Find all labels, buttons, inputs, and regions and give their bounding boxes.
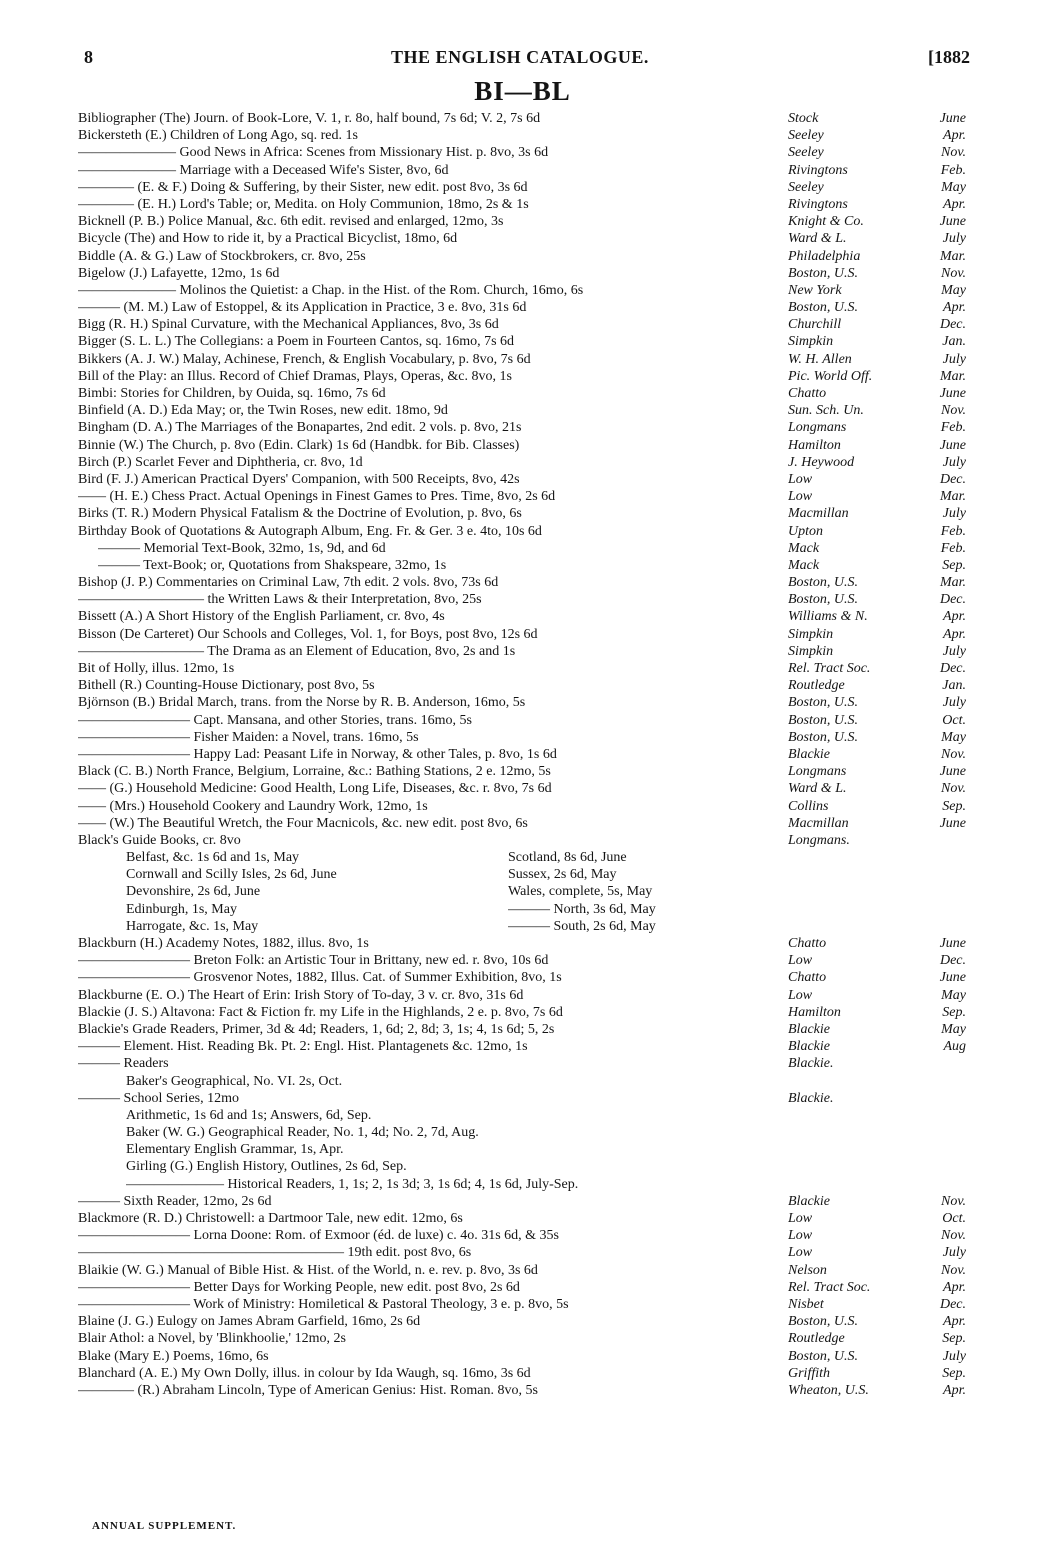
entry-title: Bibliographer (The) Journ. of Book-Lore, V. 1, r. 8o, half bound, 7s 6d; V. 2, 7s 6d [78, 111, 541, 126]
entry-publisher: Low [788, 953, 813, 969]
entry-month: Mar. [939, 248, 966, 264]
entry-title: Blackmore (R. D.) Christowell: a Dartmoor Tale, new edit. 12mo, 6s [78, 1211, 463, 1226]
entry-title: ———————— Fisher Maiden: a Novel, trans. 16mo, 5s [78, 729, 419, 745]
catalogue-entry [78, 144, 966, 161]
catalogue-entry [78, 351, 966, 368]
entry-title: Blair Athol: a Novel, by 'Blinkhoolie,' 12mo, 2s [78, 1331, 346, 1347]
catalogue-entry [78, 626, 966, 643]
entry-month: Dec. [939, 1296, 966, 1312]
sub-entry-left: Edinburgh, 1s, May [126, 901, 237, 917]
entry-month: Oct. [942, 712, 966, 728]
entry-publisher: Macmillan [788, 815, 849, 831]
entry-month: Sep. [942, 1331, 966, 1347]
entry-month: Dec. [939, 592, 966, 608]
catalogue-entry [78, 677, 966, 694]
entry-title: Bimbi: Stories for Children, by Ouida, sq. 16mo, 7s 6d [78, 386, 386, 401]
entry-list [78, 110, 966, 1399]
entry-publisher: Collins [788, 798, 829, 814]
entry-title: Biddle (A. & G.) Law of Stockbrokers, cr. 8vo, 25s [78, 248, 366, 264]
entry-title: Binfield (A. D.) Eda May; or, the Twin Roses, new edit. 18mo, 9d [78, 403, 448, 419]
entry-month: Sep. [942, 798, 966, 814]
page-number: 8 [84, 47, 93, 67]
entry-month: May [941, 1021, 966, 1037]
entry-publisher: Upton [788, 523, 823, 539]
entry-title: Bicknell (P. B.) Police Manual, &c. 6th edit. revised and enlarged, 12mo, 3s [78, 214, 504, 230]
entry-publisher: Seeley [788, 128, 824, 144]
entry-month: June [939, 386, 966, 401]
entry-publisher: Williams & N. [788, 609, 868, 625]
entry-title: Bisson (De Carteret) Our Schools and Colleges, Vol. 1, for Boys, post 8vo, 12s 6d [78, 626, 538, 642]
entry-title: Birthday Book of Quotations & Autograph Album, Eng. Fr. & Ger. 3 e. 4to, 10s 6d [78, 523, 542, 539]
entry-month: June [939, 214, 966, 230]
sub-entry-left: Elementary English Grammar, 1s, Apr. [126, 1142, 344, 1158]
sub-entry-right: Wales, complete, 5s, May [508, 884, 653, 900]
catalogue-entry [78, 1227, 966, 1244]
entry-month: July [942, 351, 966, 367]
entry-month: Apr. [943, 128, 966, 144]
catalogue-entry [78, 901, 966, 918]
section-heading: BI—BL [474, 76, 571, 106]
entry-publisher: Macmillan [788, 506, 849, 522]
catalogue-entry [78, 316, 966, 333]
entry-title: ———————— Lorna Doone: Rom. of Exmoor (éd. de luxe) c. 4o. 31s 6d, & 35s [78, 1228, 559, 1244]
entry-publisher: Boston, U.S. [788, 695, 858, 711]
catalogue-entry [78, 299, 966, 316]
entry-publisher: Ward & L. [788, 781, 847, 797]
entry-publisher: Blackie. [788, 1056, 834, 1072]
entry-month: June [939, 815, 966, 831]
catalogue-entry [78, 1107, 966, 1124]
entry-month: Apr. [943, 609, 966, 625]
entry-month: June [939, 437, 966, 453]
sub-entry-left: ——————— Historical Readers, 1, 1s; 2, 1s 3d; 3, 1s 6d; 4, 1s 6d, July-Sep. [126, 1176, 579, 1192]
entry-month: July [942, 643, 966, 659]
entry-publisher: Mack [788, 540, 820, 556]
entry-title: ——— Element. Hist. Reading Bk. Pt. 2: Engl. Hist. Plantagenets &c. 12mo, 1s [78, 1039, 528, 1055]
entry-publisher: Boston, U.S. [788, 712, 858, 728]
entry-title: ——— Text-Book; or, Quotations from Shakspeare, 32mo, 1s [98, 557, 447, 573]
entry-publisher: Boston, U.S. [788, 300, 858, 316]
catalogue-entry [78, 196, 966, 213]
entry-publisher: Blackie [788, 746, 830, 762]
entry-title: Birks (T. R.) Modern Physical Fatalism & the Doctrine of Evolution, p. 8vo, 6s [78, 506, 522, 522]
entry-title: ———————— Work of Ministry: Homiletical & Pastoral Theology, 3 e. p. 8vo, 5s [78, 1296, 569, 1312]
entry-title: ——— (M. M.) Law of Estoppel, & its Application in Practice, 3 e. 8vo, 31s 6d [78, 300, 527, 316]
entry-title: Blackburn (H.) Academy Notes, 1882, illus. 8vo, 1s [78, 936, 369, 951]
entry-publisher: Rivingtons [788, 196, 848, 212]
catalogue-entry [78, 746, 966, 763]
sub-entry-left: Arithmetic, 1s 6d and 1s; Answers, 6d, Sep. [126, 1107, 372, 1123]
catalogue-entry [78, 385, 966, 402]
entry-publisher: W. H. Allen [788, 351, 852, 367]
catalogue-entry [78, 883, 966, 900]
entry-publisher: Longmans [788, 420, 847, 436]
entry-publisher: Low [788, 489, 813, 505]
entry-publisher: New York [788, 282, 842, 298]
entry-title: Birch (P.) Scarlet Fever and Diphtheria, cr. 8vo, 1d [78, 454, 363, 470]
catalogue-entry [78, 1244, 966, 1261]
catalogue-entry [78, 1158, 966, 1175]
entry-month: Dec. [939, 661, 966, 676]
footer-note: ANNUAL SUPPLEMENT. [92, 1520, 237, 1532]
catalogue-entry [78, 1055, 966, 1072]
sub-entry-left: Baker (W. G.) Geographical Reader, No. 1, 4d; No. 2, 7d, Aug. [126, 1125, 479, 1141]
entry-publisher: Pic. World Off. [788, 368, 873, 384]
entry-month: Sep. [942, 557, 966, 573]
catalogue-entry [78, 694, 966, 711]
entry-title: —— (W.) The Beautiful Wretch, the Four Macnicols, &c. new edit. post 8vo, 6s [78, 815, 528, 831]
catalogue-entry [78, 557, 966, 574]
catalogue-entry [78, 179, 966, 196]
catalogue-entry [78, 1124, 966, 1141]
entry-title: Bingham (D. A.) The Marriages of the Bonapartes, 2nd edit. 2 vols. p. 8vo, 21s [78, 420, 522, 436]
entry-publisher: Blackie [788, 1039, 830, 1055]
entry-publisher: Boston, U.S. [788, 592, 858, 608]
entry-publisher: Ward & L. [788, 231, 847, 247]
catalogue-entry [78, 1210, 966, 1227]
entry-title: Bikkers (A. J. W.) Malay, Achinese, French, & English Vocabulary, p. 8vo, 7s 6d [78, 351, 531, 367]
entry-title: ———————— Grosvenor Notes, 1882, Illus. Cat. of Summer Exhibition, 8vo, 1s [78, 970, 562, 986]
catalogue-entry [78, 1073, 966, 1090]
catalogue-entry [78, 523, 966, 540]
sub-entry-right: ——— North, 3s 6d, May [508, 901, 656, 917]
sub-entry-left: Cornwall and Scilly Isles, 2s 6d, June [126, 867, 337, 883]
entry-title: ———— (R.) Abraham Lincoln, Type of American Genius: Hist. Roman. 8vo, 5s [78, 1382, 538, 1398]
sub-entry-right: Scotland, 8s 6d, June [508, 850, 627, 866]
entry-publisher: Chatto [788, 386, 827, 401]
entry-month: Feb. [940, 420, 966, 436]
entry-publisher: Hamilton [788, 437, 841, 453]
sub-entry-right: ——— South, 2s 6d, May [508, 918, 656, 934]
entry-publisher: Longmans. [788, 832, 850, 848]
entry-month: Jan. [942, 334, 966, 350]
catalogue-entry [78, 712, 966, 729]
entry-month: Dec. [939, 317, 966, 333]
entry-title: ——————— Molinos the Quietist: a Chap. in the Hist. of the Rom. Church, 16mo, 6s [78, 282, 584, 298]
entry-month: July [942, 695, 966, 711]
entry-publisher: Boston, U.S. [788, 1348, 858, 1364]
catalogue-entry [78, 213, 966, 230]
entry-title: Blaine (J. G.) Eulogy on James Abram Garfield, 16mo, 2s 6d [78, 1314, 421, 1330]
entry-publisher: Nisbet [788, 1296, 824, 1312]
catalogue-entry [78, 763, 966, 780]
entry-month: Sep. [942, 1004, 966, 1020]
entry-title: ———————— Capt. Mansana, and other Stories, trans. 16mo, 5s [78, 712, 472, 728]
entry-title: ——————— Marriage with a Deceased Wife's Sister, 8vo, 6d [78, 162, 449, 178]
catalogue-entry [78, 608, 966, 625]
catalogue-entry [78, 1262, 966, 1279]
catalogue-entry [78, 1038, 966, 1055]
entry-publisher: Low [788, 987, 813, 1003]
entry-month: Mar. [939, 368, 966, 384]
catalogue-entry [78, 1382, 966, 1399]
entry-month: June [939, 764, 966, 780]
entry-title: Blackie (J. S.) Altavona: Fact & Fiction fr. my Life in the Highlands, 2 e. p. 8vo, 7s 6d [78, 1004, 563, 1020]
entry-title: ————————— the Written Laws & their Interpretation, 8vo, 25s [78, 592, 482, 608]
sub-entry-left: Baker's Geographical, No. VI. 2s, Oct. [126, 1073, 343, 1089]
sub-entry-left: Girling (G.) English History, Outlines, 2s 6d, Sep. [126, 1159, 407, 1175]
entry-publisher: Blackie. [788, 1090, 834, 1106]
catalogue-entry [78, 1296, 966, 1313]
entry-publisher: Wheaton, U.S. [788, 1382, 869, 1398]
entry-month: June [939, 111, 966, 126]
entry-publisher: Low [788, 1228, 813, 1244]
entry-month: Apr. [943, 626, 966, 642]
entry-month: Feb. [940, 162, 966, 178]
entry-publisher: Blackie [788, 1021, 830, 1037]
entry-title: Bithell (R.) Counting-House Dictionary, post 8vo, 5s [78, 678, 375, 694]
entry-title: ——— Sixth Reader, 12mo, 2s 6d [78, 1193, 272, 1209]
catalogue-entry [78, 454, 966, 471]
catalogue-entry [78, 952, 966, 969]
catalogue-entry [78, 918, 966, 935]
catalogue-entry [78, 866, 966, 883]
catalogue-entry [78, 1330, 966, 1347]
entry-title: —— (G.) Household Medicine: Good Health, Long Life, Diseases, &c. r. 8vo, 7s 6d [78, 781, 552, 797]
catalogue-entry [78, 265, 966, 282]
entry-publisher: Griffith [788, 1365, 831, 1381]
entry-month: Sep. [942, 1365, 966, 1381]
catalogue-entry [78, 643, 966, 660]
entry-publisher: Simpkin [788, 626, 834, 642]
catalogue-entry [78, 1365, 966, 1382]
catalogue-entry [78, 488, 966, 505]
page-header [70, 47, 970, 71]
entry-month: July [942, 506, 966, 522]
entry-month: Dec. [939, 471, 966, 487]
entry-title: Bird (F. J.) American Practical Dyers' Companion, with 500 Receipts, 8vo, 42s [78, 471, 520, 487]
catalogue-entry [78, 1279, 966, 1296]
entry-title: —— (Mrs.) Household Cookery and Laundry Work, 12mo, 1s [78, 798, 428, 814]
catalogue-entry [78, 1004, 966, 1021]
entry-publisher: Seeley [788, 145, 824, 161]
catalogue-entry [78, 368, 966, 385]
entry-publisher: Seeley [788, 179, 824, 195]
catalogue-entry [78, 987, 966, 1004]
entry-month: July [942, 231, 966, 247]
entry-title: Blanchard (A. E.) My Own Dolly, illus. in colour by Ida Waugh, sq. 16mo, 3s 6d [78, 1365, 531, 1381]
entry-title: ———— (E. H.) Lord's Table; or, Medita. on Holy Communion, 18mo, 2s & 1s [78, 196, 529, 212]
entry-title: Blake (Mary E.) Poems, 16mo, 6s [78, 1348, 269, 1364]
entry-month: Aug [943, 1039, 966, 1055]
entry-publisher: Routledge [788, 1331, 845, 1347]
entry-month: Oct. [942, 1211, 966, 1226]
catalogue-entry [78, 832, 966, 849]
entry-title: ————————— The Drama as an Element of Education, 8vo, 2s and 1s [78, 643, 516, 659]
entry-month: July [942, 1245, 966, 1261]
catalogue-entry [78, 798, 966, 815]
entry-title: ———————— Happy Lad: Peasant Life in Norway, & other Tales, p. 8vo, 1s 6d [78, 746, 557, 762]
entry-publisher: J. Heywood [788, 454, 855, 470]
entry-title: ——— Readers [78, 1056, 169, 1072]
entry-month: Nov. [940, 1228, 966, 1244]
catalogue-entry [78, 574, 966, 591]
entry-title: ———————— Better Days for Working People, new edit. post 8vo, 2s 6d [78, 1279, 520, 1295]
entry-publisher: Rel. Tract Soc. [788, 1279, 871, 1295]
entry-publisher: Longmans [788, 764, 847, 780]
entry-title: Binnie (W.) The Church, p. 8vo (Edin. Clark) 1s 6d (Handbk. for Bib. Classes) [78, 437, 520, 453]
sub-entry-left: Devonshire, 2s 6d, June [126, 884, 261, 900]
entry-title: Bishop (J. P.) Commentaries on Criminal Law, 7th edit. 2 vols. 8vo, 73s 6d [78, 575, 499, 591]
catalogue-entry [78, 1141, 966, 1158]
entry-publisher: Low [788, 471, 813, 487]
entry-publisher: Rel. Tract Soc. [788, 661, 871, 676]
catalogue-entry [78, 935, 966, 952]
catalogue-entry [78, 282, 966, 299]
catalogue-entry [78, 471, 966, 488]
catalogue-entry [78, 591, 966, 608]
entry-publisher: Boston, U.S. [788, 575, 858, 591]
catalogue-entry [78, 849, 966, 866]
entry-title: ——————— Good News in Africa: Scenes from Missionary Hist. p. 8vo, 3s 6d [78, 145, 549, 161]
catalogue-entry [78, 1313, 966, 1330]
entry-title: Blaikie (W. G.) Manual of Bible Hist. & Hist. of the World, n. e. rev. p. 8vo, 3s 6d [78, 1262, 538, 1278]
entry-month: Apr. [943, 1382, 966, 1398]
entry-title: Björnson (B.) Bridal March, trans. from the Norse by R. B. Anderson, 16mo, 5s [78, 695, 526, 711]
entry-title: —— (H. E.) Chess Pract. Actual Openings in Finest Games to Pres. Time, 8vo, 2s 6d [78, 489, 556, 505]
entry-title: ———— (E. & F.) Doing & Suffering, by their Sister, new edit. post 8vo, 3s 6d [78, 179, 528, 195]
catalogue-entry [78, 780, 966, 797]
entry-month: Dec. [939, 953, 966, 969]
entry-title: ——— Memorial Text-Book, 32mo, 1s, 9d, and 6d [98, 540, 386, 556]
catalogue-entry [78, 1348, 966, 1365]
entry-publisher: Blackie [788, 1193, 830, 1209]
catalogue-entry [78, 969, 966, 986]
catalogue-entry [78, 230, 966, 247]
entry-title: Blackburne (E. O.) The Heart of Erin: Irish Story of To-day, 3 v. cr. 8vo, 31s 6d [78, 987, 524, 1003]
catalogue-entry [78, 248, 966, 265]
entry-title: Black's Guide Books, cr. 8vo [78, 832, 241, 848]
entry-month: Feb. [940, 540, 966, 556]
entry-title: Blackie's Grade Readers, Primer, 3d & 4d; Readers, 1, 6d; 2, 8d; 3, 1s; 4, 1s 6d; 5, 2s [78, 1021, 555, 1037]
entry-publisher: Boston, U.S. [788, 729, 858, 745]
entry-title: Black (C. B.) North France, Belgium, Lorraine, &c.: Bathing Stations, 2 e. 12mo, 5s [78, 764, 551, 780]
catalogue-entry [78, 505, 966, 522]
entry-publisher: Mack [788, 557, 820, 573]
entry-title: Bigelow (J.) Lafayette, 12mo, 1s 6d [78, 265, 280, 281]
entry-title: Bit of Holly, illus. 12mo, 1s [78, 661, 235, 676]
catalogue-entry [78, 1021, 966, 1038]
catalogue-entry [78, 815, 966, 832]
entry-publisher: Chatto [788, 936, 827, 951]
entry-month: Nov. [940, 1262, 966, 1278]
entry-publisher: Hamilton [788, 1004, 841, 1020]
entry-month: Feb. [940, 523, 966, 539]
entry-month: Apr. [943, 196, 966, 212]
catalogue-entry [78, 402, 966, 419]
catalogue-entry [78, 127, 966, 144]
entry-title: Bickersteth (E.) Children of Long Ago, sq. red. 1s [78, 128, 358, 144]
entry-month: Apr. [943, 1314, 966, 1330]
entry-month: Nov. [940, 145, 966, 161]
entry-month: Nov. [940, 1193, 966, 1209]
entry-month: Apr. [943, 1279, 966, 1295]
page-title: THE ENGLISH CATALOGUE. [391, 47, 649, 67]
catalogue-entry [78, 1193, 966, 1210]
catalogue-entry [78, 540, 966, 557]
entry-month: Nov. [940, 746, 966, 762]
catalogue-entry [78, 660, 966, 677]
entry-publisher: Boston, U.S. [788, 1314, 858, 1330]
sub-entry-left: Harrogate, &c. 1s, May [126, 918, 259, 934]
entry-publisher: Low [788, 1211, 813, 1226]
entry-month: Nov. [940, 265, 966, 281]
catalogue-entry [78, 162, 966, 179]
entry-month: June [939, 936, 966, 951]
entry-month: Nov. [940, 403, 966, 419]
entry-month: May [941, 729, 966, 745]
entry-month: June [939, 970, 966, 986]
entry-month: Nov. [940, 781, 966, 797]
entry-publisher: Philadelphia [788, 248, 861, 264]
entry-publisher: Chatto [788, 970, 827, 986]
entry-publisher: Simpkin [788, 334, 834, 350]
entry-publisher: Knight & Co. [788, 214, 864, 230]
catalogue-entry [78, 437, 966, 454]
entry-publisher: Stock [788, 111, 819, 126]
entry-publisher: Nelson [788, 1262, 827, 1278]
entry-title: Bigger (S. L. L.) The Collegians: a Poem in Fourteen Cantos, sq. 16mo, 7s 6d [78, 334, 515, 350]
entry-title: ——————————————————— 19th edit. post 8vo, 6s [78, 1245, 472, 1261]
entry-title: ———————— Breton Folk: an Artistic Tour in Brittany, new ed. r. 8vo, 10s 6d [78, 953, 549, 969]
page-year: [1882 [928, 47, 970, 67]
catalogue-entry [78, 333, 966, 350]
entry-month: July [942, 1348, 966, 1364]
catalogue-entry [78, 419, 966, 436]
sub-entry-left: Belfast, &c. 1s 6d and 1s, May [126, 850, 300, 866]
sub-entry-right: Sussex, 2s 6d, May [508, 867, 617, 883]
entry-title: Bicycle (The) and How to ride it, by a Practical Bicyclist, 18mo, 6d [78, 231, 458, 247]
entry-month: Apr. [943, 300, 966, 316]
catalogue-entry [78, 1176, 966, 1193]
entry-publisher: Churchill [788, 317, 842, 333]
entry-month: Mar. [939, 575, 966, 591]
entry-publisher: Boston, U.S. [788, 265, 858, 281]
entry-title: Bissett (A.) A Short History of the English Parliament, cr. 8vo, 4s [78, 609, 445, 625]
entry-title: Bigg (R. H.) Spinal Curvature, with the Mechanical Appliances, 8vo, 3s 6d [78, 317, 499, 333]
entry-title: ——— School Series, 12mo [78, 1090, 239, 1106]
entry-month: May [941, 987, 966, 1003]
entry-publisher: Simpkin [788, 643, 834, 659]
entry-publisher: Sun. Sch. Un. [788, 403, 864, 419]
entry-publisher: Rivingtons [788, 162, 848, 178]
catalogue-entry [78, 110, 966, 127]
entry-month: Mar. [939, 489, 966, 505]
entry-month: May [941, 282, 966, 298]
catalogue-entry [78, 729, 966, 746]
entry-month: Jan. [942, 678, 966, 694]
entry-publisher: Low [788, 1245, 813, 1261]
entry-month: July [942, 454, 966, 470]
entry-title: Bill of the Play: an Illus. Record of Chief Dramas, Plays, Operas, &c. 8vo, 1s [78, 368, 512, 384]
entry-month: May [941, 179, 966, 195]
catalogue-entry [78, 1090, 966, 1107]
entry-publisher: Routledge [788, 678, 845, 694]
